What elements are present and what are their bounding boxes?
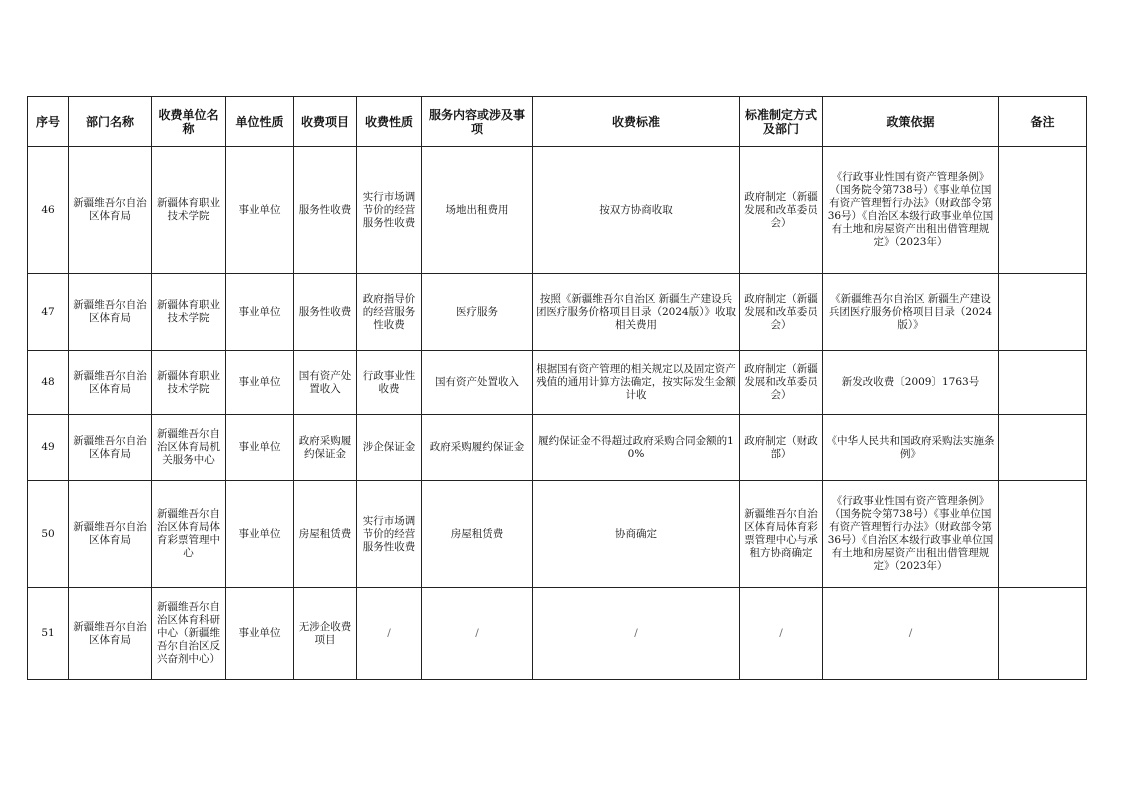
cell-basis: 新发改收费〔2009〕1763号 bbox=[823, 351, 999, 415]
cell-standard: / bbox=[533, 588, 740, 680]
cell-standard: 按双方协商收取 bbox=[533, 147, 740, 274]
cell-no: 51 bbox=[28, 588, 69, 680]
cell-remark bbox=[999, 147, 1087, 274]
cell-item: 政府采购履约保证金 bbox=[294, 415, 357, 481]
cell-item: 房屋租赁费 bbox=[294, 481, 357, 588]
cell-dept: 新疆维吾尔自治区体育局 bbox=[69, 351, 152, 415]
cell-unit: 新疆体育职业技术学院 bbox=[152, 147, 226, 274]
cell-nature: 事业单位 bbox=[226, 415, 294, 481]
cell-item: 服务性收费 bbox=[294, 274, 357, 351]
table-row bbox=[28, 351, 1087, 415]
cell-basis: 《新疆维吾尔自治区 新疆生产建设兵团医疗服务价格项目目录（2024版）》 bbox=[823, 274, 999, 351]
fee-table bbox=[27, 96, 1087, 680]
table-row bbox=[28, 415, 1087, 481]
cell-fee-type: 涉企保证金 bbox=[357, 415, 422, 481]
header-dept: 部门名称 bbox=[69, 97, 152, 147]
cell-nature: 事业单位 bbox=[226, 481, 294, 588]
cell-nature: 事业单位 bbox=[226, 351, 294, 415]
cell-remark bbox=[999, 274, 1087, 351]
cell-remark bbox=[999, 351, 1087, 415]
cell-remark bbox=[999, 415, 1087, 481]
table-row bbox=[28, 481, 1087, 588]
cell-service: 医疗服务 bbox=[422, 274, 533, 351]
cell-standard: 协商确定 bbox=[533, 481, 740, 588]
header-nature: 单位性质 bbox=[226, 97, 294, 147]
table-row bbox=[28, 588, 1087, 680]
cell-no: 47 bbox=[28, 274, 69, 351]
cell-service: 国有资产处置收入 bbox=[422, 351, 533, 415]
cell-item: 无涉企收费项目 bbox=[294, 588, 357, 680]
header-unit: 收费单位名称 bbox=[152, 97, 226, 147]
header-method: 标准制定方式及部门 bbox=[740, 97, 823, 147]
table-row bbox=[28, 274, 1087, 351]
header-service: 服务内容或涉及事项 bbox=[422, 97, 533, 147]
header-basis: 政策依据 bbox=[823, 97, 999, 147]
cell-fee-type: 政府指导价的经营服务性收费 bbox=[357, 274, 422, 351]
cell-basis: / bbox=[823, 588, 999, 680]
cell-dept: 新疆维吾尔自治区体育局 bbox=[69, 481, 152, 588]
cell-standard: 根据国有资产管理的相关规定以及固定资产残值的通用计算方法确定，按实际发生金额计收 bbox=[533, 351, 740, 415]
cell-dept: 新疆维吾尔自治区体育局 bbox=[69, 588, 152, 680]
header-standard: 收费标准 bbox=[533, 97, 740, 147]
cell-standard: 按照《新疆维吾尔自治区 新疆生产建设兵团医疗服务价格项目目录（2024版）》收取相关费用 bbox=[533, 274, 740, 351]
cell-dept: 新疆维吾尔自治区体育局 bbox=[69, 274, 152, 351]
cell-fee-type: 实行市场调节价的经营服务性收费 bbox=[357, 481, 422, 588]
cell-unit: 新疆维吾尔自治区体育局机关服务中心 bbox=[152, 415, 226, 481]
cell-remark bbox=[999, 481, 1087, 588]
header-no: 序号 bbox=[28, 97, 69, 147]
cell-dept: 新疆维吾尔自治区体育局 bbox=[69, 147, 152, 274]
cell-remark bbox=[999, 588, 1087, 680]
cell-service: 房屋租赁费 bbox=[422, 481, 533, 588]
cell-standard: 履约保证金不得超过政府采购合同金额的10% bbox=[533, 415, 740, 481]
cell-fee-type: 实行市场调节价的经营服务性收费 bbox=[357, 147, 422, 274]
cell-service: 政府采购履约保证金 bbox=[422, 415, 533, 481]
cell-service: 场地出租费用 bbox=[422, 147, 533, 274]
cell-nature: 事业单位 bbox=[226, 274, 294, 351]
cell-unit: 新疆体育职业技术学院 bbox=[152, 351, 226, 415]
cell-unit: 新疆体育职业技术学院 bbox=[152, 274, 226, 351]
cell-nature: 事业单位 bbox=[226, 588, 294, 680]
cell-no: 50 bbox=[28, 481, 69, 588]
cell-no: 46 bbox=[28, 147, 69, 274]
cell-method: 政府制定（新疆发展和改革委员会） bbox=[740, 351, 823, 415]
cell-nature: 事业单位 bbox=[226, 147, 294, 274]
table-row bbox=[28, 147, 1087, 274]
cell-dept: 新疆维吾尔自治区体育局 bbox=[69, 415, 152, 481]
cell-basis: 《行政事业性国有资产管理条例》（国务院令第738号）《事业单位国有资产管理暂行办法》（财政部令第36号）《自治区本级行政事业单位国有土地和房屋资产出租出借管理规定》（2023年） bbox=[823, 147, 999, 274]
cell-item: 服务性收费 bbox=[294, 147, 357, 274]
cell-basis: 《中华人民共和国政府采购法实施条例》 bbox=[823, 415, 999, 481]
cell-method: 政府制定（财政部） bbox=[740, 415, 823, 481]
cell-no: 48 bbox=[28, 351, 69, 415]
cell-no: 49 bbox=[28, 415, 69, 481]
cell-method: / bbox=[740, 588, 823, 680]
cell-basis: 《行政事业性国有资产管理条例》（国务院令第738号）《事业单位国有资产管理暂行办法》（财政部令第36号）《自治区本级行政事业单位国有土地和房屋资产出租出借管理规定》（2023年） bbox=[823, 481, 999, 588]
cell-method: 政府制定（新疆发展和改革委员会） bbox=[740, 147, 823, 274]
cell-service: / bbox=[422, 588, 533, 680]
cell-item: 国有资产处置收入 bbox=[294, 351, 357, 415]
header-fee-type: 收费性质 bbox=[357, 97, 422, 147]
header-item: 收费项目 bbox=[294, 97, 357, 147]
header-row bbox=[28, 97, 1087, 147]
header-remark: 备注 bbox=[999, 97, 1087, 147]
cell-method: 新疆维吾尔自治区体育局体育彩票管理中心与承租方协商确定 bbox=[740, 481, 823, 588]
cell-unit: 新疆维吾尔自治区体育科研中心（新疆维吾尔自治区反兴奋剂中心） bbox=[152, 588, 226, 680]
cell-fee-type: / bbox=[357, 588, 422, 680]
cell-unit: 新疆维吾尔自治区体育局体育彩票管理中心 bbox=[152, 481, 226, 588]
cell-method: 政府制定（新疆发展和改革委员会） bbox=[740, 274, 823, 351]
cell-fee-type: 行政事业性收费 bbox=[357, 351, 422, 415]
